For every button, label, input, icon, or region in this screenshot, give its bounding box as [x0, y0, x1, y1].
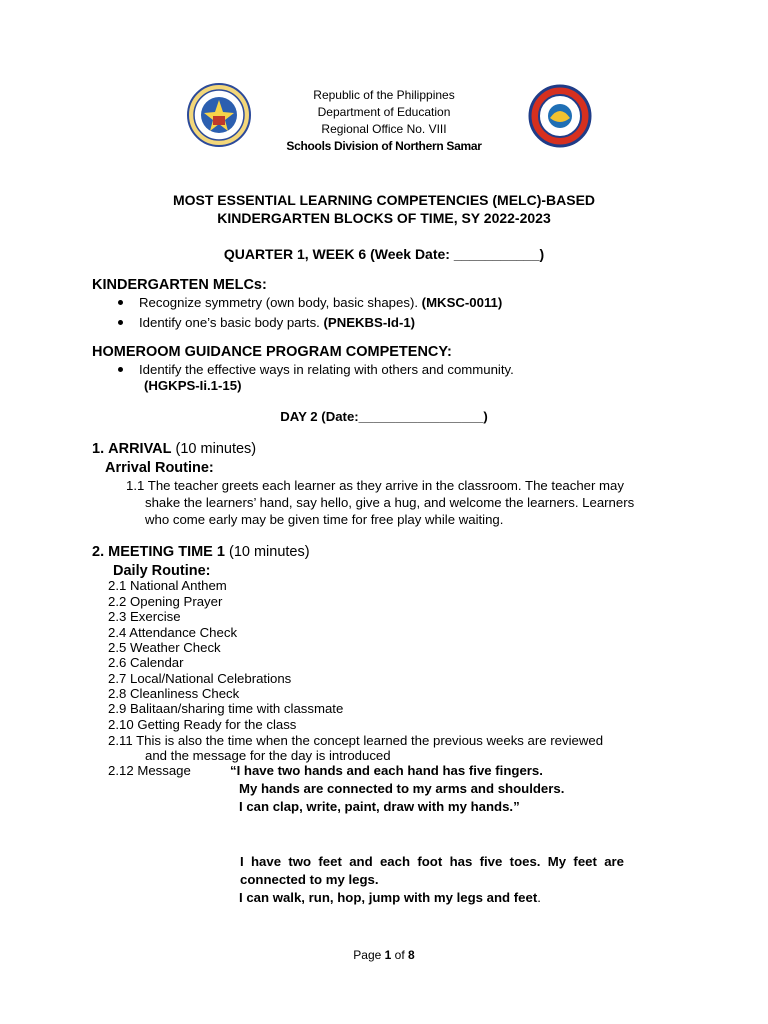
header-division: Schools Division of Northern Samar: [286, 139, 482, 153]
melc-item-2: Identify one’s basic body parts. (PNEKBS-Id-1): [139, 315, 416, 330]
header-republic: Republic of the Philippines: [313, 88, 455, 102]
bullet-icon: [118, 367, 123, 372]
header-region: Regional Office No. VIII: [321, 122, 447, 136]
meeting-heading: 2. MEETING TIME 1 (10 minutes): [92, 544, 310, 560]
bullet-icon: [118, 320, 123, 325]
list-item: and the message for the day is introduced: [145, 748, 391, 763]
list-item: 2.3 Exercise: [108, 609, 181, 624]
message2-line-2: connected to my legs.: [240, 872, 379, 887]
list-item: 2.4 Attendance Check: [108, 625, 238, 640]
list-item: 2.8 Cleanliness Check: [108, 686, 240, 701]
list-item: 2.1 National Anthem: [108, 578, 227, 593]
day-line: DAY 2 (Date:_________________): [280, 409, 488, 424]
melcs-heading: KINDERGARTEN MELCs:: [92, 277, 267, 293]
doc-title-line2: KINDERGARTEN BLOCKS OF TIME, SY 2022-2023: [217, 210, 551, 226]
message-line-2: My hands are connected to my arms and shoulders.: [239, 781, 565, 796]
list-item: 2.5 Weather Check: [108, 640, 221, 655]
page-number: Page 1 of 8: [353, 948, 415, 962]
bullet-icon: [118, 300, 123, 305]
header-department: Department of Education: [317, 105, 451, 119]
arrival-text-line2: shake the learners’ hand, say hello, give a hug, and welcome the learners. Learners: [145, 495, 635, 510]
message2-line-3: I can walk, run, hop, jump with my legs and feet.: [239, 890, 541, 905]
homeroom-item: Identify the effective ways in relating with others and community.: [139, 362, 514, 377]
arrival-heading: 1. ARRIVAL (10 minutes): [92, 441, 257, 457]
list-item: 2.6 Calendar: [108, 655, 184, 670]
message-line-1: “I have two hands and each hand has five fingers.: [230, 763, 543, 778]
list-item: 2.2 Opening Prayer: [108, 594, 223, 609]
list-item: 2.7 Local/National Celebrations: [108, 671, 292, 686]
melc-item-1: Recognize symmetry (own body, basic shapes). (MKSC-0011): [139, 295, 503, 310]
message2-line-1: I have two feet and each foot has five toes. My feet are: [240, 854, 625, 869]
message-line-3: I can clap, write, paint, draw with my hands.”: [239, 799, 520, 814]
list-item: 2.10 Getting Ready for the class: [108, 717, 297, 732]
doc-title-line1: MOST ESSENTIAL LEARNING COMPETENCIES (MELC)-BASED: [172, 192, 596, 208]
list-item: 2.11 This is also the time when the concept learned the previous weeks are reviewed: [108, 733, 604, 748]
homeroom-heading: HOMEROOM GUIDANCE PROGRAM COMPETENCY:: [92, 344, 452, 360]
arrival-routine-heading: Arrival Routine:: [105, 460, 214, 476]
arrival-text-line1: 1.1 The teacher greets each learner as they arrive in the classroom. The teacher may: [126, 478, 624, 493]
arrival-text-line3: who come early may be given time for free play while waiting.: [145, 512, 504, 527]
list-item: 2.9 Balitaan/sharing time with classmate: [108, 701, 344, 716]
message-label: 2.12 Message: [108, 763, 191, 778]
quarter-line: QUARTER 1, WEEK 6 (Week Date: ___________): [223, 246, 545, 262]
daily-routine-heading: Daily Routine:: [113, 563, 211, 579]
homeroom-code: (HGKPS-Ii.1-15): [144, 378, 242, 393]
